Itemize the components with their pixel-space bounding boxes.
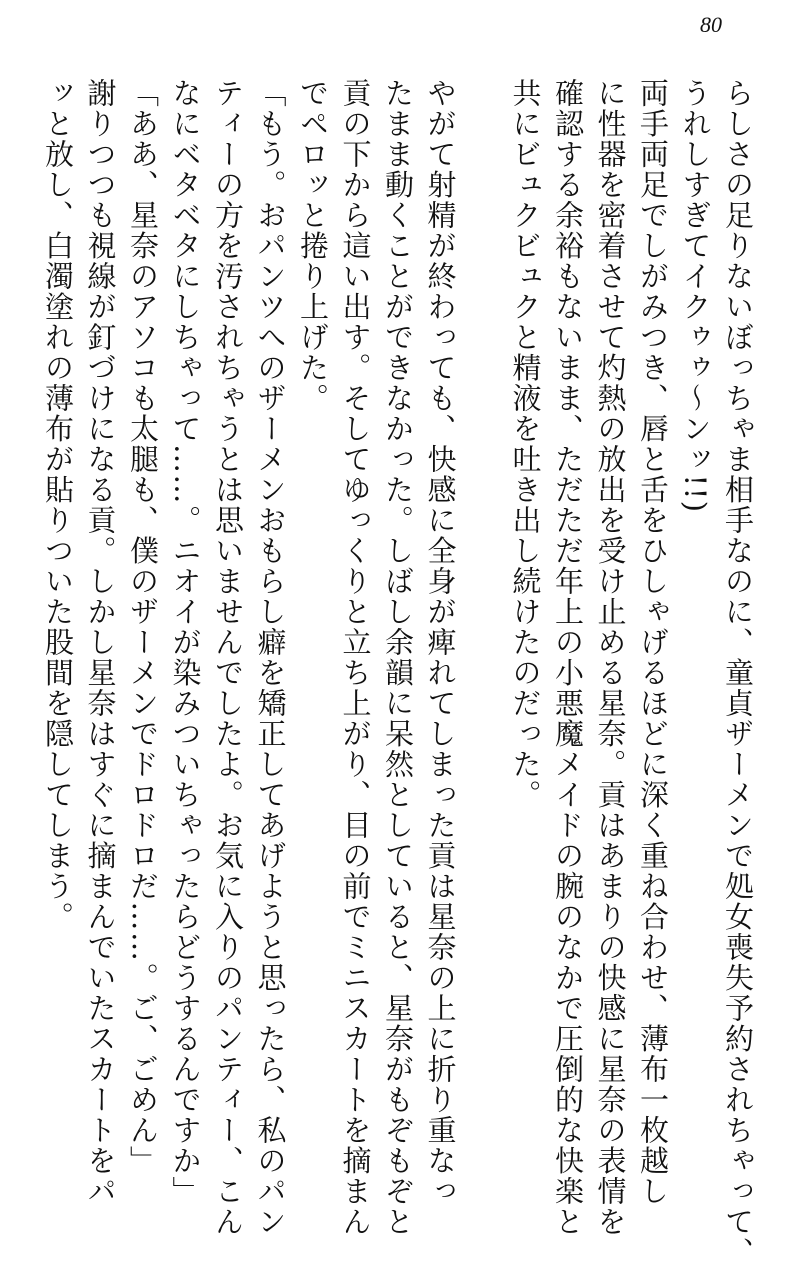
- text-line: 確認する余裕もないまま、ただただ年上の小悪魔メイドの腕のなかで圧倒的な快楽と: [551, 78, 585, 1237]
- text-line: やがて射精が終わっても、快感に全身が痺れてしまった貢は星奈の上に折り重なっ: [423, 78, 458, 1207]
- text-line: 共にビュクビュクと精液を吐き出し続けたのだった。: [508, 78, 543, 810]
- novel-text-body: [40, 78, 755, 1268]
- text-line: ッと放し、白濁塗れの薄布が貼りついた股間を隠してしまう。: [41, 78, 75, 932]
- page-number: 80: [700, 12, 722, 37]
- text-line: 貢の下から這い出す。そしてゆっくりと立ち上がり、目の前でミニスカートを摘まん: [338, 78, 373, 1237]
- text-line: に性器を密着させて灼熱の放出を受け止める星奈。貢はあまりの快感に星奈の表情を: [593, 78, 628, 1237]
- text-line: 「ああ、星奈のアソコも太腿も、僕のザーメンでドロドロだ……。ご、ごめん」: [126, 78, 160, 1176]
- text-line: ティーの方を汚されちゃうとは思いませんでしたよ。お気に入りのパンティー、こん: [211, 78, 245, 1237]
- text-line: らしさの足りないぼっちゃま相手なのに、童貞ザーメンで処女喪失予約されちゃって、: [721, 78, 755, 1268]
- text-line: 「もう。おパンツへのザーメンおもらし癖を矯正してあげようと思ったら、私のパン: [253, 78, 288, 1237]
- text-line: でペロッと捲り上げた。: [296, 78, 330, 414]
- text-line: うれしすぎてイクゥゥ〜ンッ!!): [678, 78, 713, 514]
- text-line: 謝りつつも視線が釘づけになる貢。しかし星奈はすぐに摘まんでいたスカートをパ: [83, 78, 118, 1207]
- text-line: なにベタベタにしちゃって……。ニオイが染みついちゃったらどうするんですか」: [168, 78, 203, 1207]
- text-line: たまま動くことができなかった。しばし余韻に呆然としていると、星奈がもぞもぞと: [381, 78, 415, 1237]
- text-line: 両手両足でしがみつき、唇と舌をひしゃげるほどに深く重ね合わせ、薄布一枚越し: [636, 78, 670, 1207]
